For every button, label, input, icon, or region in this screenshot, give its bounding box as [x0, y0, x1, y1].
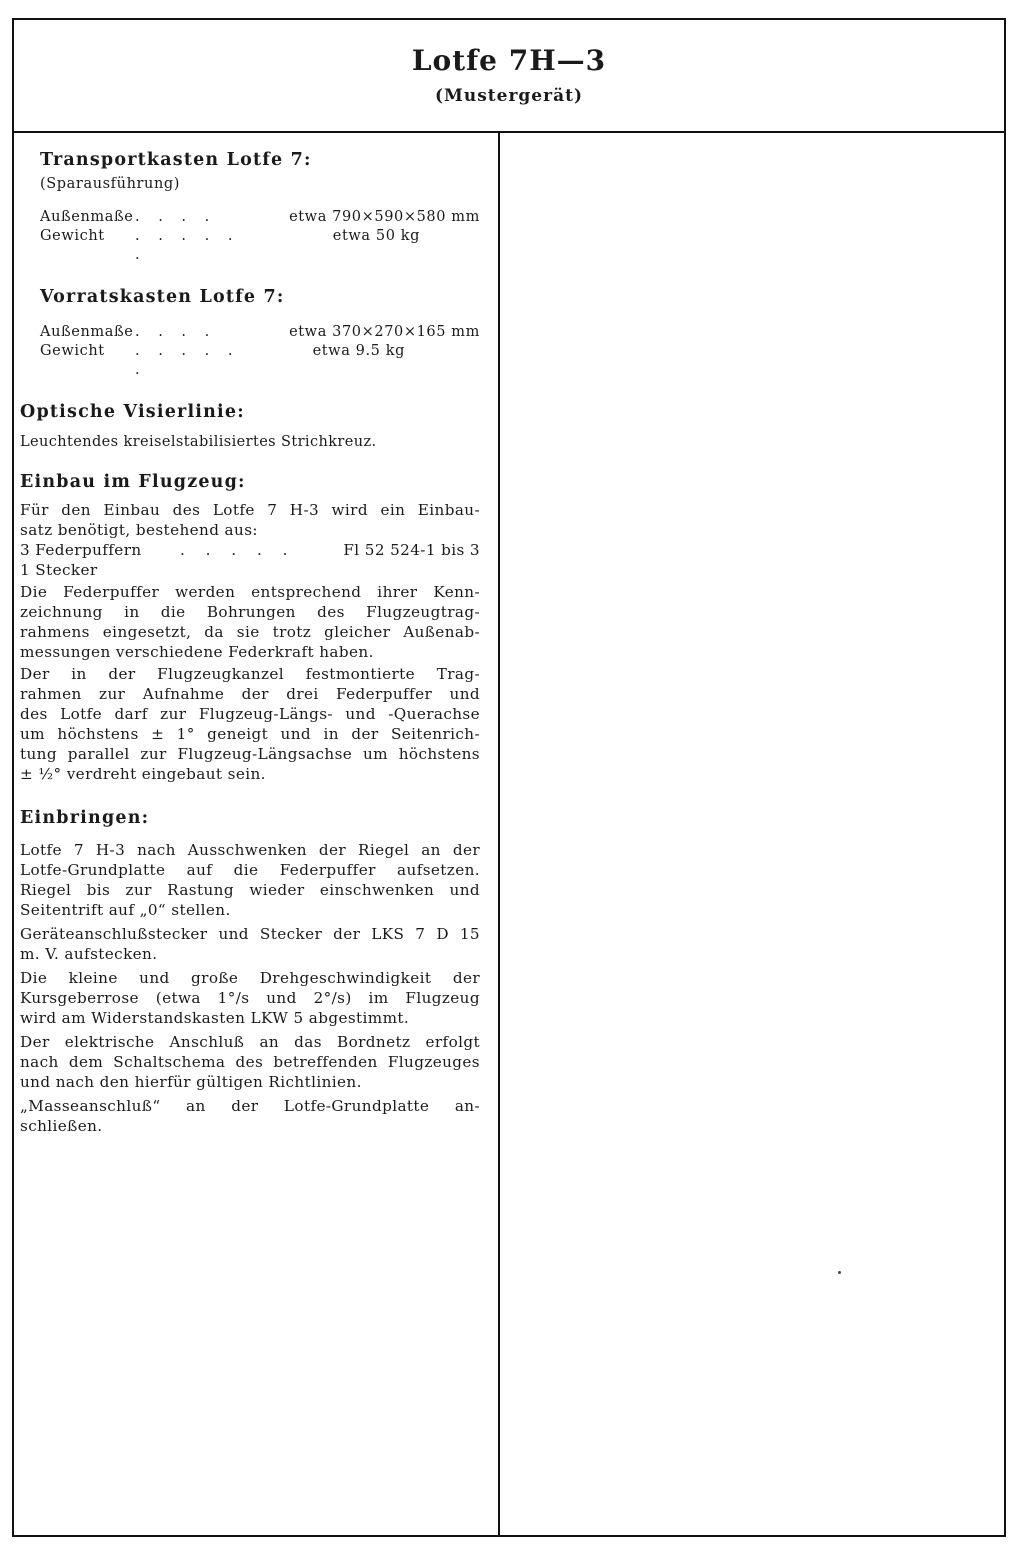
- text-line: Kursgeberrose (etwa 1°/s und 2°/s) im Flugzeug: [20, 989, 480, 1007]
- spec-dots: . . . . . .: [135, 228, 240, 263]
- spec-dots: . . . .: [135, 324, 217, 340]
- page-header: [14, 20, 1004, 133]
- text-line: und nach den hierfür gültigen Richtlinien.: [20, 1073, 362, 1091]
- section-einbringen: [20, 806, 480, 1136]
- text-line: Lotfe 7 H-3 nach Ausschwenken der Riegel an der: [20, 841, 480, 859]
- section-heading: Einbringen:: [20, 808, 150, 828]
- text-line: schließen.: [20, 1117, 103, 1135]
- text-line: Seitentrift auf „0“ stellen.: [20, 901, 231, 919]
- spec-label: Gewicht: [40, 228, 105, 244]
- spec-row: [40, 342, 480, 380]
- text-line: m. V. aufstecken.: [20, 945, 158, 963]
- paragraph: [20, 1096, 480, 1136]
- text-line: des Lotfe darf zur Flugzeug-Längs- und -Querachse: [20, 705, 480, 723]
- section-subheading: (Sparausführung): [40, 176, 181, 192]
- spec-row: [40, 208, 480, 227]
- spec-value: etwa 790×590×580 mm: [289, 209, 480, 225]
- text-line: rahmen zur Aufnahme der drei Federpuffer und: [20, 685, 480, 703]
- text-line: nach dem Schaltschema des betreffenden Flugzeuges: [20, 1053, 480, 1071]
- paragraph: [20, 840, 480, 920]
- parts-item: [20, 540, 480, 560]
- text-line: um höchstens ± 1° geneigt und in der Seitenrich-: [20, 725, 480, 743]
- section-einbau: [20, 470, 480, 784]
- section-vorrat: [20, 285, 480, 380]
- parts-item: 1 Stecker: [20, 561, 98, 579]
- document-subtitle: (Mustergerät): [435, 86, 583, 106]
- text-line: Der elektrische Anschluß an das Bordnetz erfolgt: [20, 1033, 480, 1051]
- text-line: Die Federpuffer werden entsprechend ihrer Kenn-: [20, 583, 480, 601]
- section-transport: [20, 148, 480, 265]
- text-line: Der in der Flugzeugkanzel festmontierte Trag-: [20, 665, 480, 683]
- text-line: wird am Widerstandskasten LKW 5 abgestimmt.: [20, 1009, 410, 1027]
- text-line: Die kleine und große Drehgeschwindigkeit der: [20, 969, 480, 987]
- spec-value: etwa 9.5 kg: [312, 343, 405, 359]
- spec-row: [40, 227, 480, 265]
- spec-value: etwa 50 kg: [332, 228, 420, 244]
- paragraph: [20, 924, 480, 964]
- paragraph: [20, 1032, 480, 1092]
- text-line: Lotfe-Grundplatte auf die Federpuffer aufsetzen.: [20, 861, 480, 879]
- text-line: satz benötigt, bestehend aus:: [20, 521, 258, 539]
- parts-name: 3 Federpuffern: [20, 541, 142, 559]
- paragraph: [20, 664, 480, 784]
- text-line: messungen verschiedene Federkraft haben.: [20, 643, 374, 661]
- paragraph: [20, 968, 480, 1028]
- parts-ref: Fl 52 524-1 bis 3: [343, 541, 480, 559]
- paragraph: Leuchtendes kreiselstabilisiertes Strichkreuz.: [20, 434, 377, 450]
- text-line: zeichnung in die Bohrungen des Flugzeugtrag-: [20, 603, 480, 621]
- text-line: Riegel bis zur Rastung wieder einschwenken und: [20, 881, 480, 899]
- section-heading: Vorratskasten Lotfe 7:: [40, 287, 285, 307]
- spec-dots: . . . . . .: [135, 343, 240, 378]
- paragraph: [20, 582, 480, 662]
- spec-row: [40, 323, 480, 342]
- print-speck: [838, 1271, 841, 1274]
- text-line: „Masseanschluß“ an der Lotfe-Grundplatte an-: [20, 1097, 480, 1115]
- document-title: Lotfe 7H—3: [411, 44, 607, 77]
- section-heading: Optische Visierlinie:: [20, 402, 245, 422]
- text-line: Geräteanschlußstecker und Stecker der LKS 7 D 15: [20, 925, 480, 943]
- spec-dots: . . . .: [135, 209, 217, 225]
- spec-label: Gewicht: [40, 343, 105, 359]
- section-optisch: [20, 400, 480, 452]
- text-line: tung parallel zur Flugzeug-Längsachse um höchstens: [20, 745, 480, 763]
- text-line: rahmens eingesetzt, da sie trotz gleicher Außenab-: [20, 623, 480, 641]
- spec-label: Außenmaße: [40, 324, 134, 340]
- spec-value: etwa 370×270×165 mm: [289, 324, 480, 340]
- text-line: ± ½° verdreht eingebaut sein.: [20, 765, 266, 783]
- column-divider: [498, 133, 500, 1535]
- left-column: [20, 148, 480, 1136]
- parts-dots: . . . . .: [180, 541, 296, 559]
- section-heading: Transportkasten Lotfe 7:: [40, 150, 312, 170]
- text-line: Für den Einbau des Lotfe 7 H-3 wird ein Einbau-: [20, 501, 480, 519]
- section-heading: Einbau im Flugzeug:: [20, 472, 246, 492]
- spec-label: Außenmaße: [40, 209, 134, 225]
